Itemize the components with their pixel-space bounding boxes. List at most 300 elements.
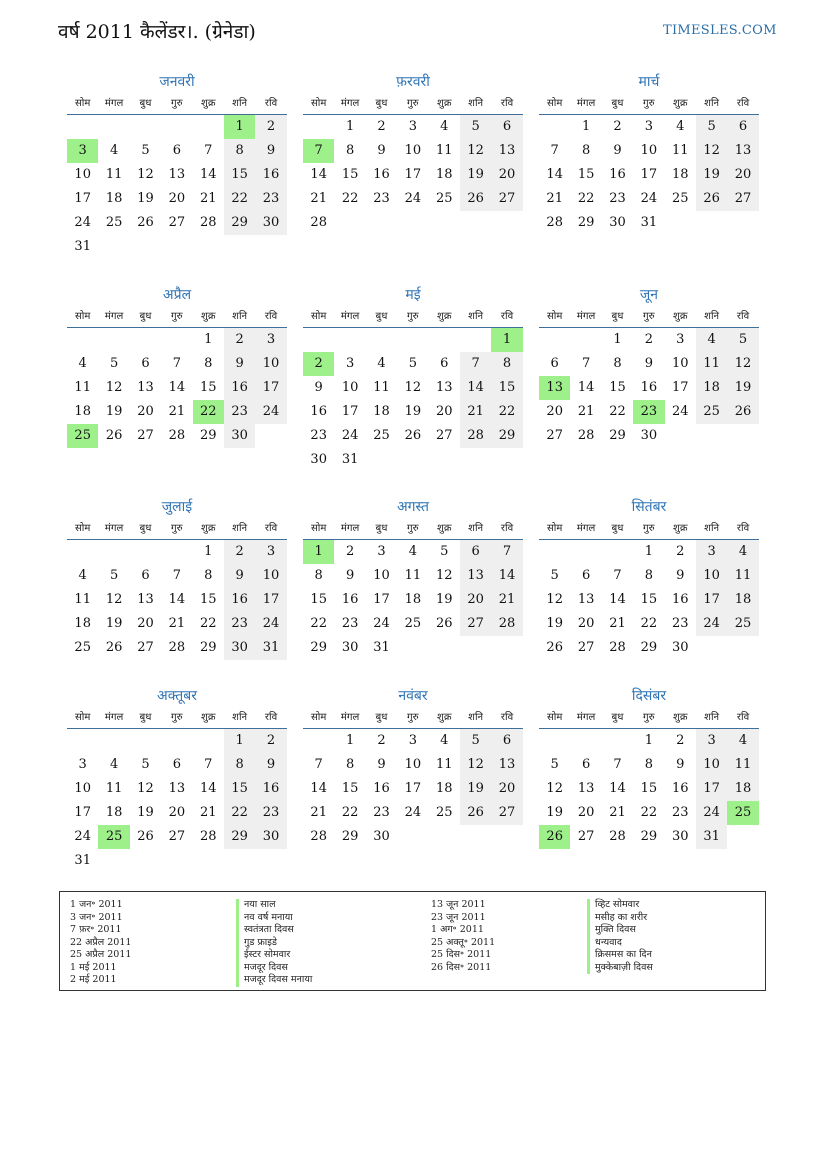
- day-cell[interactable]: 20: [168, 805, 186, 820]
- day-cell[interactable]: 27: [577, 640, 595, 655]
- day-cell[interactable]: 29: [577, 215, 595, 230]
- day-cell[interactable]: 15: [224, 777, 255, 801]
- day-cell[interactable]: 28: [460, 424, 491, 448]
- day-cell[interactable]: 20: [168, 191, 186, 206]
- day-cell[interactable]: 6: [460, 540, 491, 564]
- day-cell[interactable]: 6: [440, 356, 449, 371]
- day-cell[interactable]: 19: [460, 163, 491, 187]
- day-cell[interactable]: 24: [74, 829, 91, 844]
- day-cell[interactable]: 19: [727, 376, 758, 400]
- day-cell[interactable]: 31: [341, 452, 359, 467]
- day-cell[interactable]: 15: [341, 167, 359, 182]
- day-cell[interactable]: 9: [255, 753, 286, 777]
- day-cell[interactable]: 29: [341, 829, 359, 844]
- day-cell[interactable]: 20: [577, 805, 595, 820]
- day-cell[interactable]: 9: [644, 356, 653, 371]
- day-cell[interactable]: 30: [310, 452, 327, 467]
- day-cell[interactable]: 25: [74, 640, 91, 655]
- day-cell[interactable]: 11: [727, 753, 758, 777]
- day-cell[interactable]: 24: [341, 428, 359, 443]
- day-cell[interactable]: 24: [255, 612, 286, 636]
- day-cell[interactable]: 7: [613, 568, 622, 583]
- day-cell[interactable]: 5: [440, 544, 449, 559]
- day-cell[interactable]: 14: [609, 781, 626, 796]
- day-cell[interactable]: 7: [314, 757, 323, 772]
- day-cell[interactable]: 16: [640, 380, 658, 395]
- day-cell[interactable]: 3: [676, 332, 685, 347]
- day-cell[interactable]: 20: [546, 404, 563, 419]
- day-cell[interactable]: 23: [671, 616, 689, 631]
- day-cell[interactable]: 16: [255, 163, 286, 187]
- day-cell[interactable]: 21: [546, 191, 563, 206]
- day-cell[interactable]: 11: [727, 564, 758, 588]
- day-cell[interactable]: 2: [377, 733, 386, 748]
- day-cell[interactable]: 14: [460, 376, 491, 400]
- day-cell[interactable]: 4: [727, 540, 758, 564]
- day-cell[interactable]: 28: [577, 428, 595, 443]
- day-cell[interactable]: 29: [609, 428, 626, 443]
- day-cell[interactable]: 27: [727, 187, 758, 211]
- day-cell[interactable]: 29: [640, 640, 658, 655]
- day-cell[interactable]: 6: [491, 115, 522, 139]
- day-cell[interactable]: 6: [727, 115, 758, 139]
- day-cell[interactable]: 15: [199, 592, 217, 607]
- day-cell[interactable]: 17: [74, 191, 91, 206]
- day-cell[interactable]: 20: [137, 616, 154, 631]
- day-cell[interactable]: 27: [491, 801, 522, 825]
- day-cell[interactable]: 3: [78, 757, 87, 772]
- day-cell[interactable]: 16: [224, 376, 255, 400]
- day-cell[interactable]: 8: [204, 568, 213, 583]
- day-cell[interactable]: 17: [404, 781, 422, 796]
- day-cell[interactable]: 24: [373, 616, 390, 631]
- day-cell[interactable]: 8: [314, 568, 323, 583]
- day-cell[interactable]: 11: [74, 380, 91, 395]
- day-cell[interactable]: 11: [404, 568, 422, 583]
- day-cell[interactable]: 14: [546, 167, 563, 182]
- day-cell[interactable]: 29: [199, 640, 217, 655]
- day-cell[interactable]: 27: [168, 829, 186, 844]
- day-cell[interactable]: 11: [105, 781, 123, 796]
- day-cell[interactable]: 5: [727, 328, 758, 352]
- day-cell[interactable]: 25: [404, 616, 422, 631]
- day-cell[interactable]: 7: [550, 143, 559, 158]
- day-cell[interactable]: 31: [255, 636, 286, 660]
- day-cell[interactable]: 24: [696, 612, 727, 636]
- day-cell[interactable]: 4: [78, 568, 87, 583]
- day-cell[interactable]: 30: [609, 215, 626, 230]
- day-cell[interactable]: 10: [373, 568, 390, 583]
- day-cell[interactable]: 11: [435, 757, 453, 772]
- day-cell[interactable]: 12: [137, 781, 154, 796]
- day-cell[interactable]: 1: [613, 332, 622, 347]
- day-cell[interactable]: 13: [727, 139, 758, 163]
- day-cell[interactable]: 24: [255, 400, 286, 424]
- day-cell[interactable]: 19: [404, 404, 422, 419]
- day-cell[interactable]: 22: [224, 801, 255, 825]
- day-cell[interactable]: 4: [377, 356, 386, 371]
- day-cell[interactable]: 22: [199, 616, 217, 631]
- day-cell[interactable]: 23: [609, 191, 626, 206]
- day-cell[interactable]: 3: [408, 119, 417, 134]
- day-cell[interactable]: 26: [105, 640, 123, 655]
- day-cell[interactable]: 4: [109, 757, 119, 772]
- day-cell[interactable]: 27: [577, 829, 595, 844]
- day-cell[interactable]: 26: [435, 616, 453, 631]
- day-cell[interactable]: 18: [671, 167, 689, 182]
- day-cell[interactable]: 29: [199, 428, 217, 443]
- day-cell[interactable]: 16: [671, 592, 689, 607]
- day-cell[interactable]: 18: [404, 592, 422, 607]
- day-cell[interactable]: 12: [460, 139, 491, 163]
- day-cell[interactable]: 22: [310, 616, 327, 631]
- holiday-day-cell[interactable]: 3: [67, 139, 98, 163]
- day-cell[interactable]: 16: [609, 167, 626, 182]
- day-cell[interactable]: 3: [644, 119, 653, 134]
- day-cell[interactable]: 18: [373, 404, 390, 419]
- day-cell[interactable]: 15: [577, 167, 595, 182]
- day-cell[interactable]: 19: [137, 191, 154, 206]
- day-cell[interactable]: 6: [172, 757, 181, 772]
- day-cell[interactable]: 8: [644, 568, 653, 583]
- day-cell[interactable]: 5: [696, 115, 727, 139]
- day-cell[interactable]: 1: [581, 119, 591, 134]
- day-cell[interactable]: 23: [341, 616, 359, 631]
- day-cell[interactable]: 19: [105, 404, 123, 419]
- day-cell[interactable]: 9: [345, 568, 355, 583]
- day-cell[interactable]: 21: [199, 805, 217, 820]
- day-cell[interactable]: 1: [224, 729, 255, 753]
- site-logo[interactable]: TIMESLES.COM: [663, 23, 777, 38]
- day-cell[interactable]: 22: [640, 616, 658, 631]
- day-cell[interactable]: 10: [696, 564, 727, 588]
- day-cell[interactable]: 2: [613, 119, 622, 134]
- day-cell[interactable]: 8: [345, 143, 355, 158]
- day-cell[interactable]: 30: [640, 428, 658, 443]
- day-cell[interactable]: 10: [404, 143, 422, 158]
- day-cell[interactable]: 5: [141, 143, 150, 158]
- day-cell[interactable]: 7: [491, 540, 522, 564]
- day-cell[interactable]: 18: [74, 616, 91, 631]
- day-cell[interactable]: 9: [676, 757, 685, 772]
- day-cell[interactable]: 14: [491, 564, 522, 588]
- day-cell[interactable]: 24: [696, 801, 727, 825]
- day-cell[interactable]: 3: [408, 733, 417, 748]
- day-cell[interactable]: 13: [460, 564, 491, 588]
- day-cell[interactable]: 25: [435, 191, 453, 206]
- day-cell[interactable]: 8: [491, 352, 522, 376]
- day-cell[interactable]: 22: [609, 404, 626, 419]
- day-cell[interactable]: 9: [676, 568, 685, 583]
- day-cell[interactable]: 5: [550, 757, 559, 772]
- day-cell[interactable]: 2: [676, 544, 685, 559]
- day-cell[interactable]: 29: [224, 825, 255, 849]
- day-cell[interactable]: 23: [671, 805, 689, 820]
- day-cell[interactable]: 12: [727, 352, 758, 376]
- day-cell[interactable]: 10: [74, 781, 91, 796]
- day-cell[interactable]: 17: [341, 404, 359, 419]
- day-cell[interactable]: 23: [224, 612, 255, 636]
- day-cell[interactable]: 27: [435, 428, 453, 443]
- day-cell[interactable]: 10: [74, 167, 91, 182]
- day-cell[interactable]: 4: [440, 119, 449, 134]
- day-cell[interactable]: 4: [408, 544, 417, 559]
- day-cell[interactable]: 27: [460, 612, 491, 636]
- day-cell[interactable]: 16: [341, 592, 359, 607]
- day-cell[interactable]: 3: [255, 540, 286, 564]
- day-cell[interactable]: 27: [137, 640, 154, 655]
- day-cell[interactable]: 8: [613, 356, 622, 371]
- day-cell[interactable]: 26: [727, 400, 758, 424]
- day-cell[interactable]: 6: [550, 356, 559, 371]
- day-cell[interactable]: 25: [727, 612, 758, 636]
- holiday-day-cell[interactable]: 2: [303, 352, 334, 376]
- day-cell[interactable]: 7: [172, 356, 181, 371]
- holiday-day-cell[interactable]: 13: [539, 376, 570, 400]
- day-cell[interactable]: 5: [109, 568, 119, 583]
- day-cell[interactable]: 16: [224, 588, 255, 612]
- day-cell[interactable]: 14: [310, 167, 327, 182]
- day-cell[interactable]: 30: [255, 825, 286, 849]
- day-cell[interactable]: 28: [609, 640, 626, 655]
- day-cell[interactable]: 19: [137, 805, 154, 820]
- day-cell[interactable]: 13: [168, 781, 186, 796]
- day-cell[interactable]: 21: [199, 191, 217, 206]
- holiday-day-cell[interactable]: 25: [98, 825, 129, 849]
- day-cell[interactable]: 8: [224, 139, 255, 163]
- day-cell[interactable]: 26: [105, 428, 123, 443]
- day-cell[interactable]: 12: [546, 592, 563, 607]
- day-cell[interactable]: 28: [199, 215, 217, 230]
- day-cell[interactable]: 5: [550, 568, 559, 583]
- day-cell[interactable]: 20: [137, 404, 154, 419]
- day-cell[interactable]: 13: [491, 753, 522, 777]
- day-cell[interactable]: 26: [460, 187, 491, 211]
- day-cell[interactable]: 16: [671, 781, 689, 796]
- day-cell[interactable]: 29: [491, 424, 522, 448]
- day-cell[interactable]: 10: [255, 564, 286, 588]
- day-cell[interactable]: 12: [546, 781, 563, 796]
- day-cell[interactable]: 25: [435, 805, 453, 820]
- day-cell[interactable]: 17: [373, 592, 390, 607]
- day-cell[interactable]: 9: [255, 139, 286, 163]
- day-cell[interactable]: 27: [491, 187, 522, 211]
- day-cell[interactable]: 11: [696, 352, 727, 376]
- day-cell[interactable]: 28: [199, 829, 217, 844]
- day-cell[interactable]: 14: [199, 167, 217, 182]
- day-cell[interactable]: 19: [696, 163, 727, 187]
- day-cell[interactable]: 5: [408, 356, 417, 371]
- day-cell[interactable]: 1: [345, 119, 355, 134]
- day-cell[interactable]: 4: [727, 729, 758, 753]
- day-cell[interactable]: 11: [671, 143, 689, 158]
- day-cell[interactable]: 22: [577, 191, 595, 206]
- day-cell[interactable]: 16: [373, 781, 390, 796]
- day-cell[interactable]: 16: [310, 404, 327, 419]
- day-cell[interactable]: 30: [224, 636, 255, 660]
- day-cell[interactable]: 15: [609, 380, 626, 395]
- day-cell[interactable]: 21: [609, 805, 626, 820]
- day-cell[interactable]: 3: [345, 356, 355, 371]
- day-cell[interactable]: 7: [613, 757, 622, 772]
- day-cell[interactable]: 23: [310, 428, 327, 443]
- day-cell[interactable]: 12: [404, 380, 422, 395]
- day-cell[interactable]: 30: [341, 640, 359, 655]
- day-cell[interactable]: 19: [546, 616, 563, 631]
- day-cell[interactable]: 4: [78, 356, 87, 371]
- day-cell[interactable]: 28: [546, 215, 563, 230]
- day-cell[interactable]: 8: [345, 757, 355, 772]
- day-cell[interactable]: 31: [696, 825, 727, 849]
- day-cell[interactable]: 25: [696, 400, 727, 424]
- day-cell[interactable]: 23: [255, 187, 286, 211]
- day-cell[interactable]: 8: [224, 753, 255, 777]
- day-cell[interactable]: 3: [696, 729, 727, 753]
- day-cell[interactable]: 20: [577, 616, 595, 631]
- day-cell[interactable]: 25: [373, 428, 390, 443]
- day-cell[interactable]: 4: [696, 328, 727, 352]
- holiday-day-cell[interactable]: 1: [224, 115, 255, 139]
- day-cell[interactable]: 22: [341, 191, 359, 206]
- day-cell[interactable]: 15: [310, 592, 327, 607]
- holiday-day-cell[interactable]: 23: [633, 400, 664, 424]
- day-cell[interactable]: 12: [137, 167, 154, 182]
- day-cell[interactable]: 15: [341, 781, 359, 796]
- day-cell[interactable]: 22: [491, 400, 522, 424]
- day-cell[interactable]: 2: [676, 733, 685, 748]
- day-cell[interactable]: 24: [671, 404, 689, 419]
- day-cell[interactable]: 13: [168, 167, 186, 182]
- holiday-day-cell[interactable]: 25: [727, 801, 758, 825]
- day-cell[interactable]: 21: [168, 616, 186, 631]
- day-cell[interactable]: 14: [609, 592, 626, 607]
- day-cell[interactable]: 8: [644, 757, 653, 772]
- day-cell[interactable]: 10: [255, 352, 286, 376]
- day-cell[interactable]: 17: [671, 380, 689, 395]
- day-cell[interactable]: 14: [310, 781, 327, 796]
- day-cell[interactable]: 28: [609, 829, 626, 844]
- day-cell[interactable]: 12: [696, 139, 727, 163]
- day-cell[interactable]: 9: [224, 352, 255, 376]
- holiday-day-cell[interactable]: 1: [491, 328, 522, 352]
- day-cell[interactable]: 2: [644, 332, 653, 347]
- day-cell[interactable]: 23: [224, 400, 255, 424]
- day-cell[interactable]: 2: [224, 540, 255, 564]
- day-cell[interactable]: 2: [345, 544, 355, 559]
- day-cell[interactable]: 1: [204, 544, 213, 559]
- day-cell[interactable]: 1: [644, 733, 653, 748]
- day-cell[interactable]: 12: [435, 568, 453, 583]
- day-cell[interactable]: 14: [168, 592, 186, 607]
- day-cell[interactable]: 16: [373, 167, 390, 182]
- day-cell[interactable]: 18: [727, 777, 758, 801]
- day-cell[interactable]: 21: [460, 400, 491, 424]
- day-cell[interactable]: 18: [105, 191, 123, 206]
- day-cell[interactable]: 20: [727, 163, 758, 187]
- holiday-day-cell[interactable]: 22: [193, 400, 224, 424]
- day-cell[interactable]: 23: [373, 191, 390, 206]
- day-cell[interactable]: 13: [137, 592, 154, 607]
- day-cell[interactable]: 21: [609, 616, 626, 631]
- day-cell[interactable]: 19: [435, 592, 453, 607]
- day-cell[interactable]: 14: [577, 380, 595, 395]
- day-cell[interactable]: 8: [204, 356, 213, 371]
- day-cell[interactable]: 11: [435, 143, 453, 158]
- day-cell[interactable]: 11: [74, 592, 91, 607]
- day-cell[interactable]: 15: [491, 376, 522, 400]
- day-cell[interactable]: 6: [581, 757, 591, 772]
- day-cell[interactable]: 17: [404, 167, 422, 182]
- day-cell[interactable]: 20: [460, 588, 491, 612]
- holiday-day-cell[interactable]: 1: [303, 540, 334, 564]
- day-cell[interactable]: 24: [74, 215, 91, 230]
- day-cell[interactable]: 28: [491, 612, 522, 636]
- day-cell[interactable]: 6: [141, 356, 150, 371]
- day-cell[interactable]: 6: [172, 143, 181, 158]
- day-cell[interactable]: 18: [696, 376, 727, 400]
- day-cell[interactable]: 19: [460, 777, 491, 801]
- day-cell[interactable]: 26: [137, 215, 154, 230]
- day-cell[interactable]: 21: [577, 404, 595, 419]
- day-cell[interactable]: 6: [141, 568, 150, 583]
- day-cell[interactable]: 10: [671, 356, 689, 371]
- day-cell[interactable]: 18: [435, 167, 453, 182]
- day-cell[interactable]: 2: [377, 119, 386, 134]
- day-cell[interactable]: 12: [460, 753, 491, 777]
- day-cell[interactable]: 26: [460, 801, 491, 825]
- day-cell[interactable]: 21: [310, 805, 327, 820]
- day-cell[interactable]: 3: [377, 544, 386, 559]
- day-cell[interactable]: 13: [577, 781, 595, 796]
- day-cell[interactable]: 3: [255, 328, 286, 352]
- day-cell[interactable]: 22: [224, 187, 255, 211]
- day-cell[interactable]: 25: [105, 215, 123, 230]
- day-cell[interactable]: 29: [310, 640, 327, 655]
- day-cell[interactable]: 30: [671, 829, 689, 844]
- day-cell[interactable]: 6: [581, 568, 591, 583]
- day-cell[interactable]: 2: [255, 115, 286, 139]
- day-cell[interactable]: 12: [105, 592, 123, 607]
- holiday-day-cell[interactable]: 26: [539, 825, 570, 849]
- day-cell[interactable]: 21: [491, 588, 522, 612]
- day-cell[interactable]: 7: [460, 352, 491, 376]
- day-cell[interactable]: 11: [373, 380, 390, 395]
- day-cell[interactable]: 24: [404, 805, 422, 820]
- day-cell[interactable]: 28: [168, 640, 186, 655]
- day-cell[interactable]: 7: [172, 568, 181, 583]
- day-cell[interactable]: 15: [640, 592, 658, 607]
- day-cell[interactable]: 27: [168, 215, 186, 230]
- day-cell[interactable]: 26: [696, 187, 727, 211]
- day-cell[interactable]: 10: [404, 757, 422, 772]
- day-cell[interactable]: 2: [224, 328, 255, 352]
- day-cell[interactable]: 21: [310, 191, 327, 206]
- day-cell[interactable]: 4: [440, 733, 449, 748]
- day-cell[interactable]: 26: [546, 640, 563, 655]
- day-cell[interactable]: 30: [224, 424, 255, 448]
- day-cell[interactable]: 17: [255, 376, 286, 400]
- day-cell[interactable]: 20: [435, 404, 453, 419]
- day-cell[interactable]: 12: [105, 380, 123, 395]
- holiday-day-cell[interactable]: 7: [303, 139, 334, 163]
- day-cell[interactable]: 31: [74, 239, 91, 254]
- day-cell[interactable]: 5: [460, 729, 491, 753]
- day-cell[interactable]: 28: [310, 829, 327, 844]
- day-cell[interactable]: 5: [109, 356, 119, 371]
- day-cell[interactable]: 17: [640, 167, 658, 182]
- day-cell[interactable]: 7: [204, 757, 213, 772]
- day-cell[interactable]: 18: [74, 404, 91, 419]
